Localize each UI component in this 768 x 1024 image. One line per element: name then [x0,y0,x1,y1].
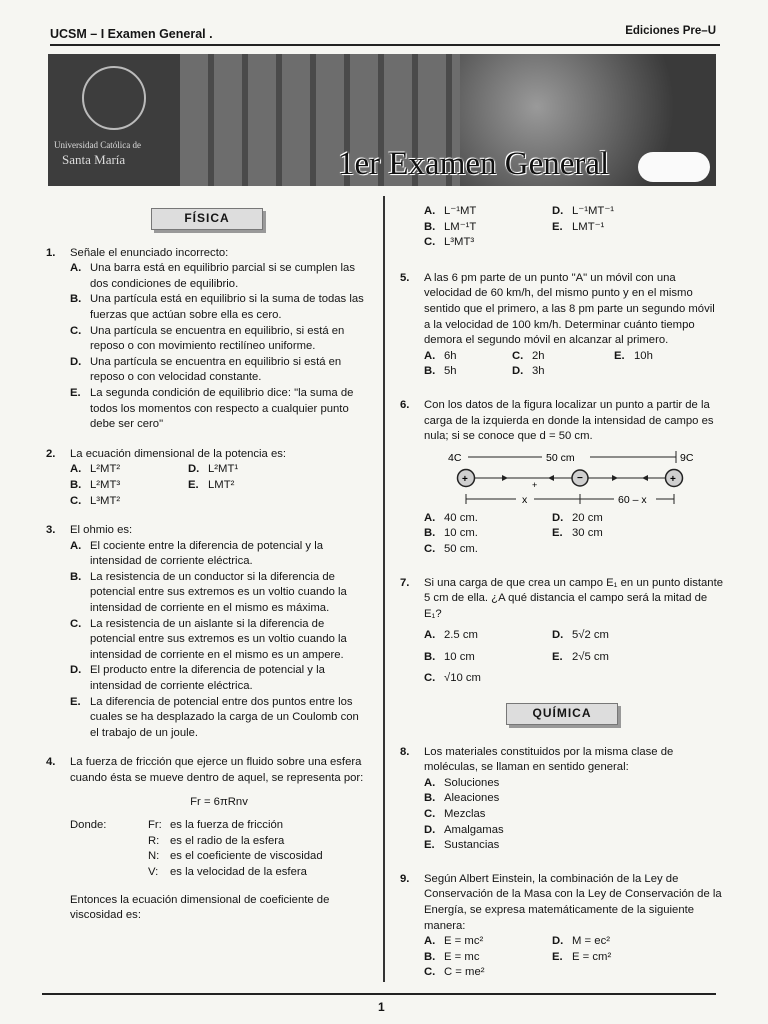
option[interactable]: C. C = me² [424,966,485,979]
option[interactable]: D. 20 cm [552,511,603,524]
question-stem-end: Entonces la ecuación dimensional de coeficiente de viscosidad es: [70,893,330,922]
banner-title: 1er Examen General [338,146,610,182]
option[interactable]: D. Una partícula se encuentra en equilibrio si está en reposo o con velocidad constante. [70,355,342,384]
option[interactable]: E. La segunda condición de equilibrio dice: "la suma de todos los momentos con respecto a cualquier punto debe ser cero" [70,386,354,431]
option[interactable]: E. La diferencia de potencial entre dos puntos entre los cuales se ha desplazado la carga de un Coulomb con el trabajo de un joule. [70,695,359,739]
university-name-line1: Universidad Católica de [54,140,141,150]
option[interactable]: D. Amalgamas [424,823,504,836]
footer-rule [42,993,716,995]
left-column [46,208,368,924]
option[interactable]: A. Soluciones [424,776,500,789]
option[interactable]: B. 5h [424,365,457,378]
option[interactable]: E. LMT⁻¹ [552,220,605,233]
option[interactable]: B. Aleaciones [424,792,500,805]
svg-text:+: + [462,473,468,485]
page-header [50,24,720,46]
option[interactable]: C. 2h [512,349,545,362]
right-column [400,204,724,981]
question-stem: Si una carga de que crea un campo E₁ en un punto distante 5 cm de ella. ¿A qué distancia el campo será la mitad de E₁? [424,576,723,620]
charge-right-label: 9C [680,451,694,464]
question-4-options [400,204,724,251]
section-quimica: QUÍMICA [506,703,618,725]
option[interactable]: B. La resistencia de un conductor si la diferencia de potencial entre sus extremos es un voltio cuando la intensidad de corriente en el mismo es máxima. [70,570,347,615]
option[interactable]: E. Sustancias [424,839,500,852]
option[interactable]: C. √10 cm [424,672,481,685]
question-8: 8. Los materiales constituidos por la misma clase de moléculas, se llaman en sentido general: A. Soluciones B. Aleaciones C. Mezclas D. Amalgamas E. Sustancias [400,745,724,854]
question-4: 4. La fuerza de fricción que ejerce un fluido sobre una esfera cuando ésta se mueve dentro de aquel, se representa por: Fr = 6πRnv Donde: Fr: es la fuerza de fricción R: es el radio de la esfera N: es el coeficiente de viscosidad V: es la velocidad de la esfera Entonces la ecuación dimensional de coeficiente de viscosidad es: [46,755,368,923]
option[interactable]: D. M = ec² [552,935,610,948]
option[interactable]: B. L²MT³ [70,478,121,491]
column-divider [383,196,385,982]
svg-text:+: + [670,473,676,485]
option[interactable]: E. 30 cm [552,527,603,540]
option[interactable]: C. Mezclas [424,808,486,821]
definitions: Donde: Fr: es la fuerza de fricción R: es el radio de la esfera N: es el coeficiente de viscosidad V: es la velocidad de la esfera [70,819,323,878]
option[interactable]: B. 10 cm. [424,527,478,540]
option[interactable]: D. 5√2 cm [552,629,609,642]
option[interactable]: E. E = cm² [552,950,612,963]
option[interactable]: A. L⁻¹MT [424,205,477,217]
option[interactable]: D. 3h [512,365,545,378]
banner [48,54,716,186]
option[interactable]: A. 6h [424,349,457,362]
question-6: 6. Con los datos de la figura localizar un punto a partir de la carga de la izquierda en donde la intensidad de campo es nula; si se conoce que d = 50 cm. 4C 50 cm 9C + − + + x 60 – x A. 40 cm. D. 20 cm B. 10 cm. E. 30 cm C. 50 cm. [400,398,724,558]
option[interactable]: D. El producto entre la diferencia de potencial y la intensidad de corriente eléctrica. [70,664,325,693]
option[interactable]: A. Una barra está en equilibrio parcial si se cumplen las dos condiciones de equilibrio. [70,262,355,290]
option[interactable]: D. L⁻¹MT⁻¹ [552,205,615,217]
header-left: UCSM – I Examen General . [50,27,213,41]
charge-left-label: 4C [448,451,462,464]
option[interactable]: A. L²MT² [70,463,121,476]
option[interactable]: C. L³MT³ [424,236,475,249]
option[interactable]: A. 2.5 cm [424,629,478,642]
header-right: Ediciones Pre–U [625,25,716,37]
question-stem: Señale el enunciado incorrecto: [70,246,229,259]
option[interactable]: E. 10h [614,349,653,362]
question-stem: Según Albert Einstein, la combinación de la Ley de Conservación de la Masa con la Ley de Conservación de la Energía, se expresa matemáticamente de la siguiente manera: [424,872,722,932]
option[interactable]: C. Una partícula se encuentra en equilibrio, si está en reposo o con movimiento rectilíneo uniforme. [70,324,345,353]
question-7: 7. Si una carga de que crea un campo E₁ en un punto distante 5 cm de ella. ¿A qué distancia el campo será la mitad de E₁? A. 2.5 cm D. 5√2 cm B. 10 cm E. 2√5 cm C. √10 cm [400,576,724,688]
option[interactable]: C. 50 cm. [424,542,478,555]
university-name-line2: Santa María [62,152,126,167]
svg-text:+: + [532,479,538,490]
question-5: 5. A las 6 pm parte de un punto "A" un móvil con una velocidad de 60 km/h, del mismo punto y en el mismo sentido que el primero, a las 8 pm parte un segundo móvil a la velocidad de 100 km/h. Determinar cuánto tiempo demora el segundo móvil en alcanzar al primero. A. 6h C. 2h E. 10h B. 5h D. 3h [400,271,724,380]
question-1: 1. Señale el enunciado incorrecto: A. Una barra está en equilibrio parcial si se cumplen las dos condiciones de equilibrio. B. Una partícula está en equilibrio si la suma de todas las fuerzas que actúan sobre ella es cero. C. Una partícula se encuentra en equilibrio, si está en reposo o con movimiento rectilíneo uniforme. D. Una partícula se encuentra en equilibrio si está en reposo o con velocidad constante. E. La segunda condición de equilibrio dice: "la suma de todos los momentos con respecto a cualquier punto debe ser cero" [46,246,368,433]
option[interactable]: E. LMT² [188,478,235,491]
page-number: 1 [378,1000,385,1014]
rest-label: 60 – x [618,493,647,506]
svg-text:−: − [577,472,583,484]
option[interactable]: D. L²MT¹ [188,463,239,476]
section-fisica: FÍSICA [151,208,263,230]
option[interactable]: B. E = mc [424,950,480,963]
option[interactable]: B. 10 cm [424,650,475,663]
university-seal-icon [82,66,146,130]
question-stem: Los materiales constituidos por la misma clase de moléculas, se llaman en sentido general: [424,745,674,774]
option[interactable]: B. Una partícula está en equilibrio si la suma de todas las fuerzas que actúan sobre ella es cero. [70,293,364,321]
option[interactable]: A. E = mc² [424,935,484,948]
option[interactable]: A. 40 cm. [424,511,478,524]
question-stem: La ecuación dimensional de la potencia es: [70,447,287,460]
question-stem: A las 6 pm parte de un punto "A" un móvil con una velocidad de 60 km/h, del mismo punto y en el mismo sentido que el primero, a las 8 pm parte un segundo móvil a la velocidad de 100 km/h. Determinar cuánto tiempo demora el segundo móvil en alcanzar al primero. [424,271,715,347]
question-stem: Con los datos de la figura localizar un punto a partir de la carga de la izquierda en donde la intensidad de campo es nula; si se conoce que d = 50 cm. [424,398,714,443]
question-9: 9. Según Albert Einstein, la combinación de la Ley de Conservación de la Masa con la Ley de Conservación de la Energía, se expresa matemáticamente de la siguiente manera: A. E = mc² D. M = ec² B. E = mc E. E = cm² C. C = me² [400,872,724,981]
option[interactable]: B. LM⁻¹T [424,220,477,233]
question-2: 2. La ecuación dimensional de la potencia es: A. L²MT² D. L²MT¹ B. L²MT³ E. LMT² C. L³MT² [46,447,368,509]
question-stem: El ohmio es: [70,524,133,537]
question-stem: La fuerza de fricción que ejerce un fluido sobre una esfera cuando ésta se mueve dentro de aquel, se representa por: [70,756,364,784]
question-3: 3. El ohmio es: A. El cociente entre la diferencia de potencial y la intensidad de corriente eléctrica. B. La resistencia de un conductor si la diferencia de potencial entre sus extremos es un voltio cuando la intensidad de corriente en el mismo es máxima. C. La resistencia de un aislante si la diferencia de potencial entre sus extremos es un voltio cuando la intensidad de corriente en el mismo es un ampere. D. El producto entre la diferencia de potencial y la intensidad de corriente eléctrica. E. La diferencia de potencial entre dos puntos entre los cuales se ha desplazado la carga de un Coulomb con el trabajo de un joule. [46,523,368,741]
distance-label: 50 cm [546,451,575,464]
option[interactable]: C. La resistencia de un aislante si la diferencia de potencial entre sus extremos es un voltio cuando la intensidad de corriente en el mismo es un ampere. [70,617,347,661]
formula: Fr = 6πRnv [190,795,248,808]
option[interactable]: E. 2√5 cm [552,650,609,663]
option[interactable]: A. El cociente entre la diferencia de potencial y la intensidad de corriente eléctrica. [70,539,323,568]
option[interactable]: C. L³MT² [70,494,121,507]
charges-figure [418,447,708,509]
x-label: x [522,493,528,506]
